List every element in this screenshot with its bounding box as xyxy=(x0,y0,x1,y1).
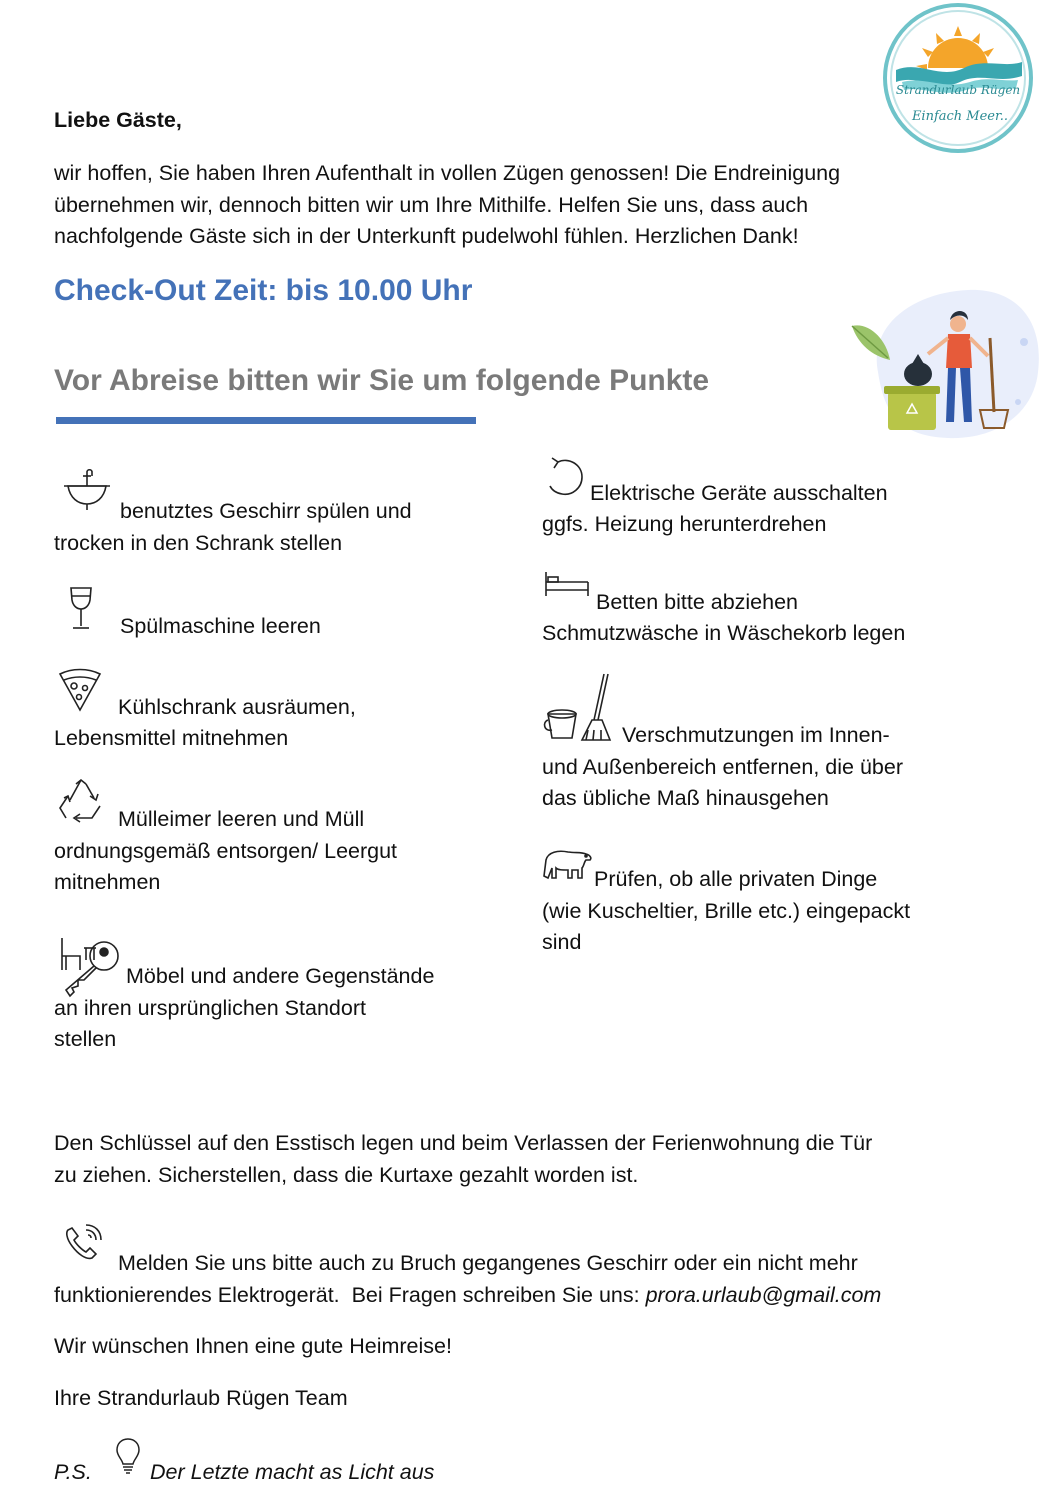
task-text: mitnehmen xyxy=(54,870,161,894)
phone-icon xyxy=(62,1222,106,1267)
task-text: das übliche Maß hinausgehen xyxy=(542,786,829,810)
intro-line: wir hoffen, Sie haben Ihren Aufenthalt in vollen Zügen genossen! Die Endreinigung xyxy=(54,161,841,185)
key-note-paragraph xyxy=(54,1128,1014,1191)
logo-line2: Einfach Meer.. xyxy=(911,109,1009,124)
light-bulb-icon xyxy=(114,1436,142,1483)
task-text: benutztes Geschirr spülen und xyxy=(120,499,412,523)
contact-line-1: Melden Sie uns bitte auch zu Bruch gegangenes Geschirr oder ein nicht mehr xyxy=(118,1251,858,1275)
ps-text: Der Letzte macht as Licht aus xyxy=(150,1460,435,1484)
task-text: Spülmaschine leeren xyxy=(120,614,321,638)
email-link[interactable]: prora.urlaub@gmail.com xyxy=(645,1283,882,1307)
intro-line: nachfolgende Gäste sich in der Unterkunft pudelwohl fühlen. Herzlichen Dank! xyxy=(54,224,799,248)
task-text: Lebensmittel mitnehmen xyxy=(54,726,289,750)
task-text: Möbel und andere Gegenstände xyxy=(126,964,435,988)
contact-text: funktionierendes Elektrogerät. Bei Fragen schreiben Sie uns: xyxy=(54,1283,646,1307)
intro-line: übernehmen wir, dennoch bitten wir um Ihre Mithilfe. Helfen Sie uns, dass auch xyxy=(54,192,809,217)
logo xyxy=(880,2,1036,154)
wine-glass-icon xyxy=(66,584,96,637)
checkout-time: Check-Out Zeit: bis 10.00 Uhr xyxy=(54,274,473,307)
task-text: Schmutzwäsche in Wäschekorb legen xyxy=(542,621,906,645)
section-heading: Vor Abreise bitten wir Sie um folgende Punkte xyxy=(54,364,710,397)
task-text: ggfs. Heizung herunterdrehen xyxy=(542,512,827,536)
ps-label: P.S. xyxy=(54,1460,92,1484)
bed-icon xyxy=(544,570,590,605)
greeting: Liebe Gäste, xyxy=(54,108,182,132)
recycle-icon xyxy=(56,778,106,829)
contact-line-2 xyxy=(54,1280,881,1312)
task-text: ordnungsgemäß entsorgen/ Leergut xyxy=(54,839,398,863)
task-text: und Außenbereich entfernen, die über xyxy=(542,755,903,779)
key-note-line: Den Schlüssel auf den Esstisch legen und beim Verlassen der Ferienwohnung die Tür xyxy=(54,1131,873,1155)
task-text: Prüfen, ob alle privaten Dinge xyxy=(594,867,878,891)
heading-underline xyxy=(56,417,476,424)
task-text: an ihren ursprünglichen Standort xyxy=(54,996,366,1020)
task-text: Mülleimer leeren und Müll xyxy=(118,807,365,831)
task-text: Verschmutzungen im Innen- xyxy=(622,723,890,747)
cleaning-illustration xyxy=(848,282,1044,442)
task-text: sind xyxy=(542,930,582,954)
logo-line1: Strandurlaub Rügen xyxy=(895,83,1021,97)
task-text: Kühlschrank ausräumen, xyxy=(118,695,356,719)
bear-icon xyxy=(542,846,594,887)
sink-icon xyxy=(62,466,112,517)
task-text: (wie Kuscheltier, Brille etc.) eingepackt xyxy=(542,899,911,923)
signature: Ihre Strandurlaub Rügen Team xyxy=(54,1386,348,1410)
task-text: trocken in den Schrank stellen xyxy=(54,531,343,555)
power-cycle-icon xyxy=(544,456,586,503)
task-text: Betten bitte abziehen xyxy=(596,590,799,614)
bucket-broom-icon xyxy=(546,670,614,749)
pizza-slice-icon xyxy=(58,666,102,717)
key-note-line: zu ziehen. Sicherstellen, dass die Kurtaxe gezahlt worden ist. xyxy=(54,1162,639,1187)
task-text: Elektrische Geräte ausschalten xyxy=(590,481,888,505)
intro-paragraph xyxy=(54,158,954,253)
task-text: stellen xyxy=(54,1027,117,1051)
farewell: Wir wünschen Ihnen eine gute Heimreise! xyxy=(54,1334,452,1358)
